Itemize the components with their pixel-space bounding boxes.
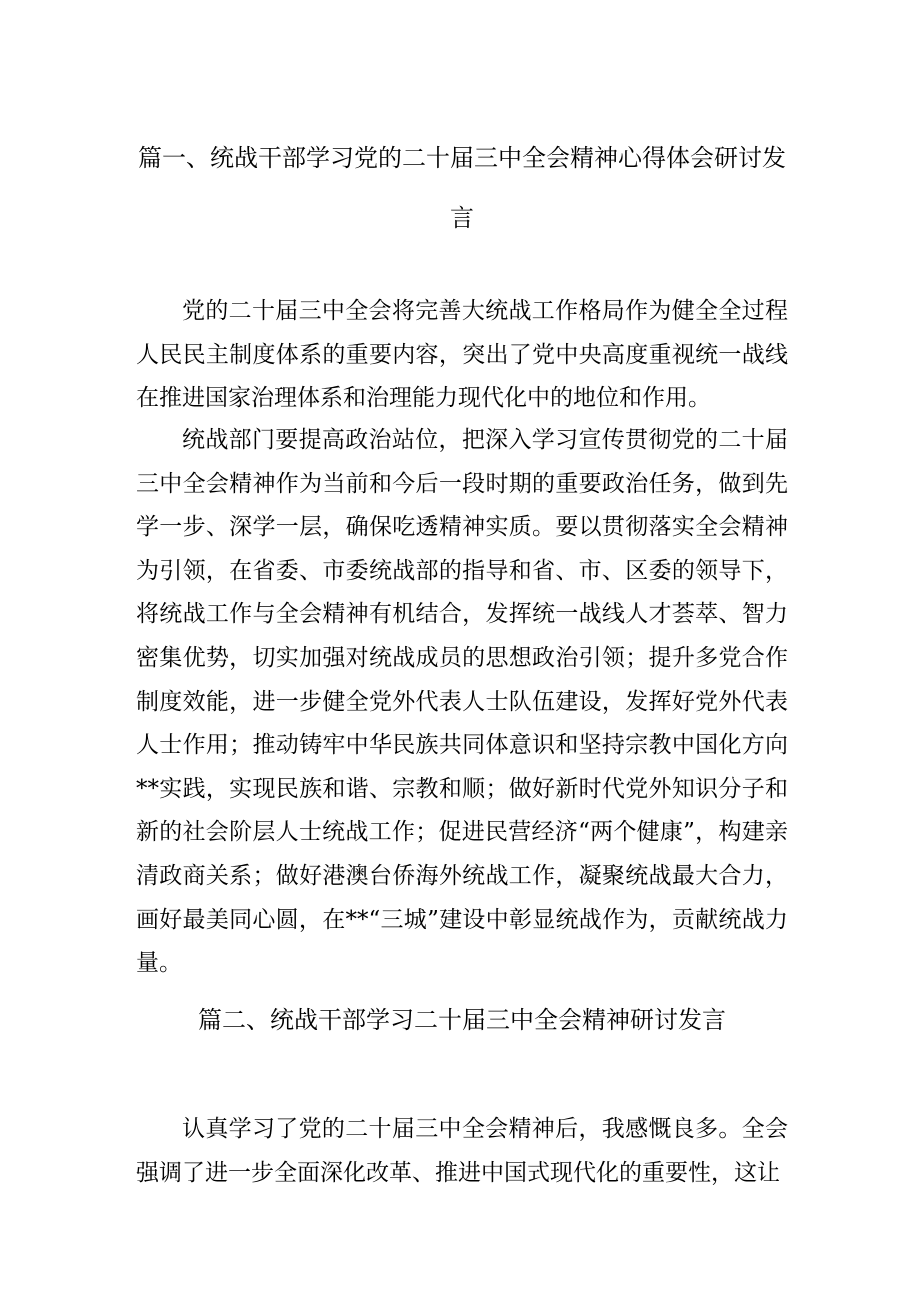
section-1-paragraph-1: 党的二十届三中全会将完善大统战工作格局作为健全全过程人民民主制度体系的重要内容，突出了党中央高度重视统一战线在推进国家治理体系和治理能力现代化中的地位和作用。 (136, 298, 788, 412)
section-2-paragraph-1: 认真学习了党的二十届三中全会精神后，我感慨良多。全会强调了进一步全面深化改革、推进中国式现代化的重要性，这让 (136, 1116, 788, 1186)
section-1-paragraph-2: 统战部门要提高政治站位，把深入学习宣传贯彻党的二十届三中全会精神作为当前和今后一段时期的重要政治任务，做到先学一步、深学一层，确保吃透精神实质。要以贯彻落实全会精神为引领，在省委、市委统战部的指导和省、市、区委的领导下，将统战工作与全会精神有机结合，发挥统一战线人才荟萃、智力密集优势，切实加强对统战成员的思想政治引领；提升多党合作制度效能，进一步健全党外代表人士队伍建设，发挥好党外代表人士作用；推动铸牢中华民族共同体意识和坚持宗教中国化方向**实践，实现民族和谐、宗教和顺；做好新时代党外知识分子和新的社会阶层人士统战工作；促进民营经济“两个健康”，构建亲清政商关系；做好港澳台侨海外统战工作，凝聚统战最大合力，画好最美同心圆，在**“三城”建设中彰显统战作为，贡献统战力量。 (136, 427, 788, 977)
section-1-title: 篇一、统战干部学习党的二十届三中全会精神心得体会研讨发言 (138, 144, 786, 232)
section-2-title: 篇二、统战干部学习二十届三中全会精神研讨发言 (198, 1006, 726, 1034)
